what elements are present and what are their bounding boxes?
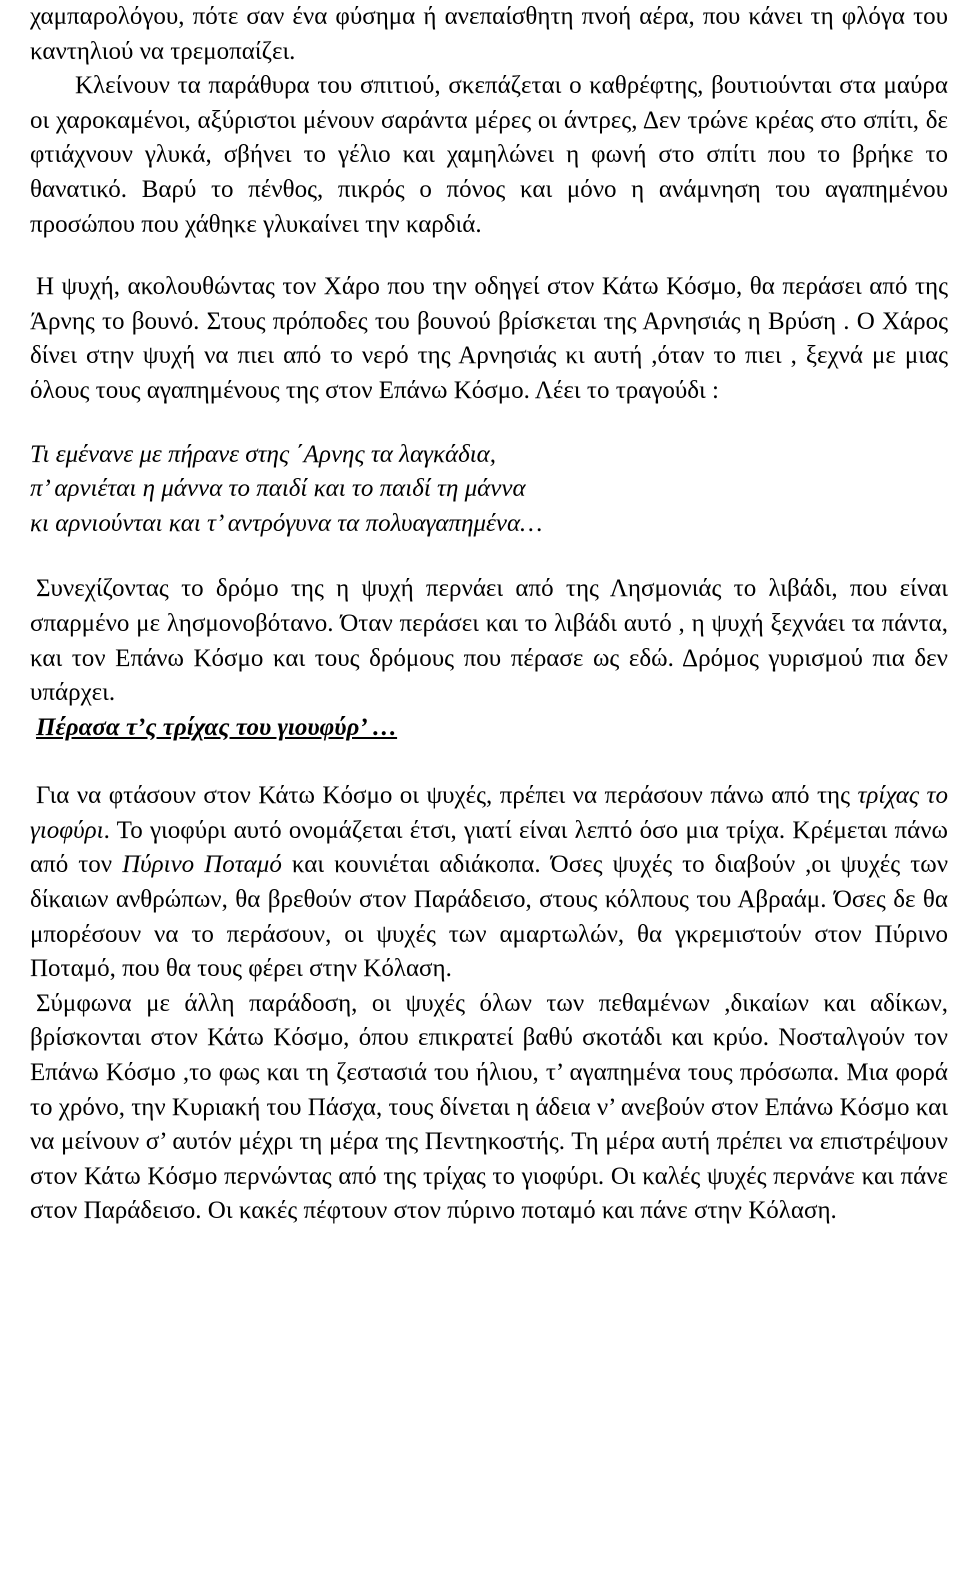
bridge-text-1: Για να φτάσουν στον Κάτω Κόσμο οι ψυχές, πρέπει να περάσουν πάνω από της	[36, 782, 858, 810]
bridge-text-2: . Το γιοφύρι αυτό ονομάζεται έτσι, γιατί είναι λεπτό όσο μια τρίχα. Κρέμεται πάνω από τον	[30, 816, 948, 879]
intro-paragraph: χαμπαρολόγου, πότε σαν ένα φύσημα ή ανεπαίσθητη πνοή αέρα, που κάνει τη φλόγα του καντηλιού να τρεμοπαίζει.	[30, 3, 948, 65]
bridge-emphasis-bridge: τρίχας το γιοφύρι	[30, 782, 948, 844]
song-line: κι αρνιούνται και τ’ αντρόγυνα τα πολυαγαπημένα…	[30, 509, 543, 537]
song-line: π’ αρνιέται η μάννα το παιδί και το παιδί τη μάννα	[30, 475, 526, 503]
tradition-paragraph: Σύμφωνα με άλλη παράδοση, οι ψυχές όλων των πεθαμένων ,δικαίων και αδίκων, βρίσκονται στον Κάτω Κόσμο, όπου επικρατεί βαθύ σκοτάδι και κρύο. Νοσταλγούν τον Επάνω Κόσμο ,το φως και τη ζεστασιά του ήλιου, τ’ αγαπημένα τους πρόσωπα. Μια φορά το χρόνο, την Κυριακή του Πάσχα, τους δίνεται η άδεια ν’ ανεβούν στον Επάνω Κόσμο και να μείνουν σ’ αυτόν μέχρι τη μέρα της Πεντηκοστής. Τη μέρα αυτή πρέπει να επιστρέψουν στον Κάτω Κόσμο περνώντας από της τρίχας το γιοφύρι. Οι καλές ψυχές περνάνε και πάνε στον Παράδεισο. Οι κακές πέφτουν στον πύρινο ποταμό και πάνε στην Κόλαση.	[30, 989, 948, 1225]
song-line: Τι εμένανε με πήρανε στης ΄Αρνης τα λαγκάδια,	[30, 440, 497, 468]
section-heading: Πέρασα τ’ς τρίχας του γιουφύρ’ …	[36, 713, 398, 741]
bridge-emphasis-river: Πύρινο Ποταμό	[122, 851, 282, 879]
arnis-paragraph: Η ψυχή, ακολουθώντας τον Χάρο που την οδηγεί στον Κάτω Κόσμο, θα περάσει από της Άρνης το βουνό. Στους πρόποδες του βουνού βρίσκεται της Αρνησιάς η Βρύση . Ο Χάρος δίνει στην ψυχή να πιει από το νερό της Αρνησιάς κι αυτή ,όταν το πιει , ξεχνά με μιας όλους τους αγαπημένους της στον Επάνω Κόσμο. Λέει το τραγούδι :	[30, 273, 948, 404]
bridge-paragraph	[30, 779, 948, 987]
song-verse	[30, 438, 948, 542]
mourning-paragraph: Κλείνουν τα παράθυρα του σπιτιού, σκεπάζεται ο καθρέφτης, βουτιούνται στα μαύρα οι χαροκαμένοι, αξύριστοι μένουν σαράντα μέρες οι άντρες, Δεν τρώνε κρέας στο σπίτι, δε φτιάχνουν γλυκά, σβήνει το γέλιο και χαμηλώνει η φωνή στο σπίτι που το βρήκε το θανατικό. Βαρύ το πένθος, πικρός ο πόνος και μόνο η ανάμνηση του αγαπημένου προσώπου που χάθηκε γλυκαίνει την καρδιά.	[30, 72, 948, 238]
document-page	[30, 0, 948, 1229]
lismonia-paragraph: Συνεχίζοντας το δρόμο της η ψυχή περνάει από της Λησμονιάς το λιβάδι, που είναι σπαρμένο με λησμονοβότανο. Όταν περάσει και το λιβάδι αυτό , η ψυχή ξεχνάει τα πάντα, και τον Επάνω Κόσμο και τους δρόμους που πέρασε ως εδώ. Δρόμος γυρισμού πια δεν υπάρχει.	[30, 575, 948, 707]
bridge-text-3: και κουνιέται αδιάκοπα. Όσες ψυχές το διαβούν ,οι ψυχές των δίκαιων ανθρώπων, θα βρεθούν στον Παράδεισο, στους κόλπους του Αβραάμ. Όσες δε θα μπορέσουν να το περάσουν, οι ψυχές των αμαρτωλών, θα γκρεμιστούν στον Πύρινο Ποταμό, που θα τους φέρει στην Κόλαση.	[30, 851, 948, 983]
